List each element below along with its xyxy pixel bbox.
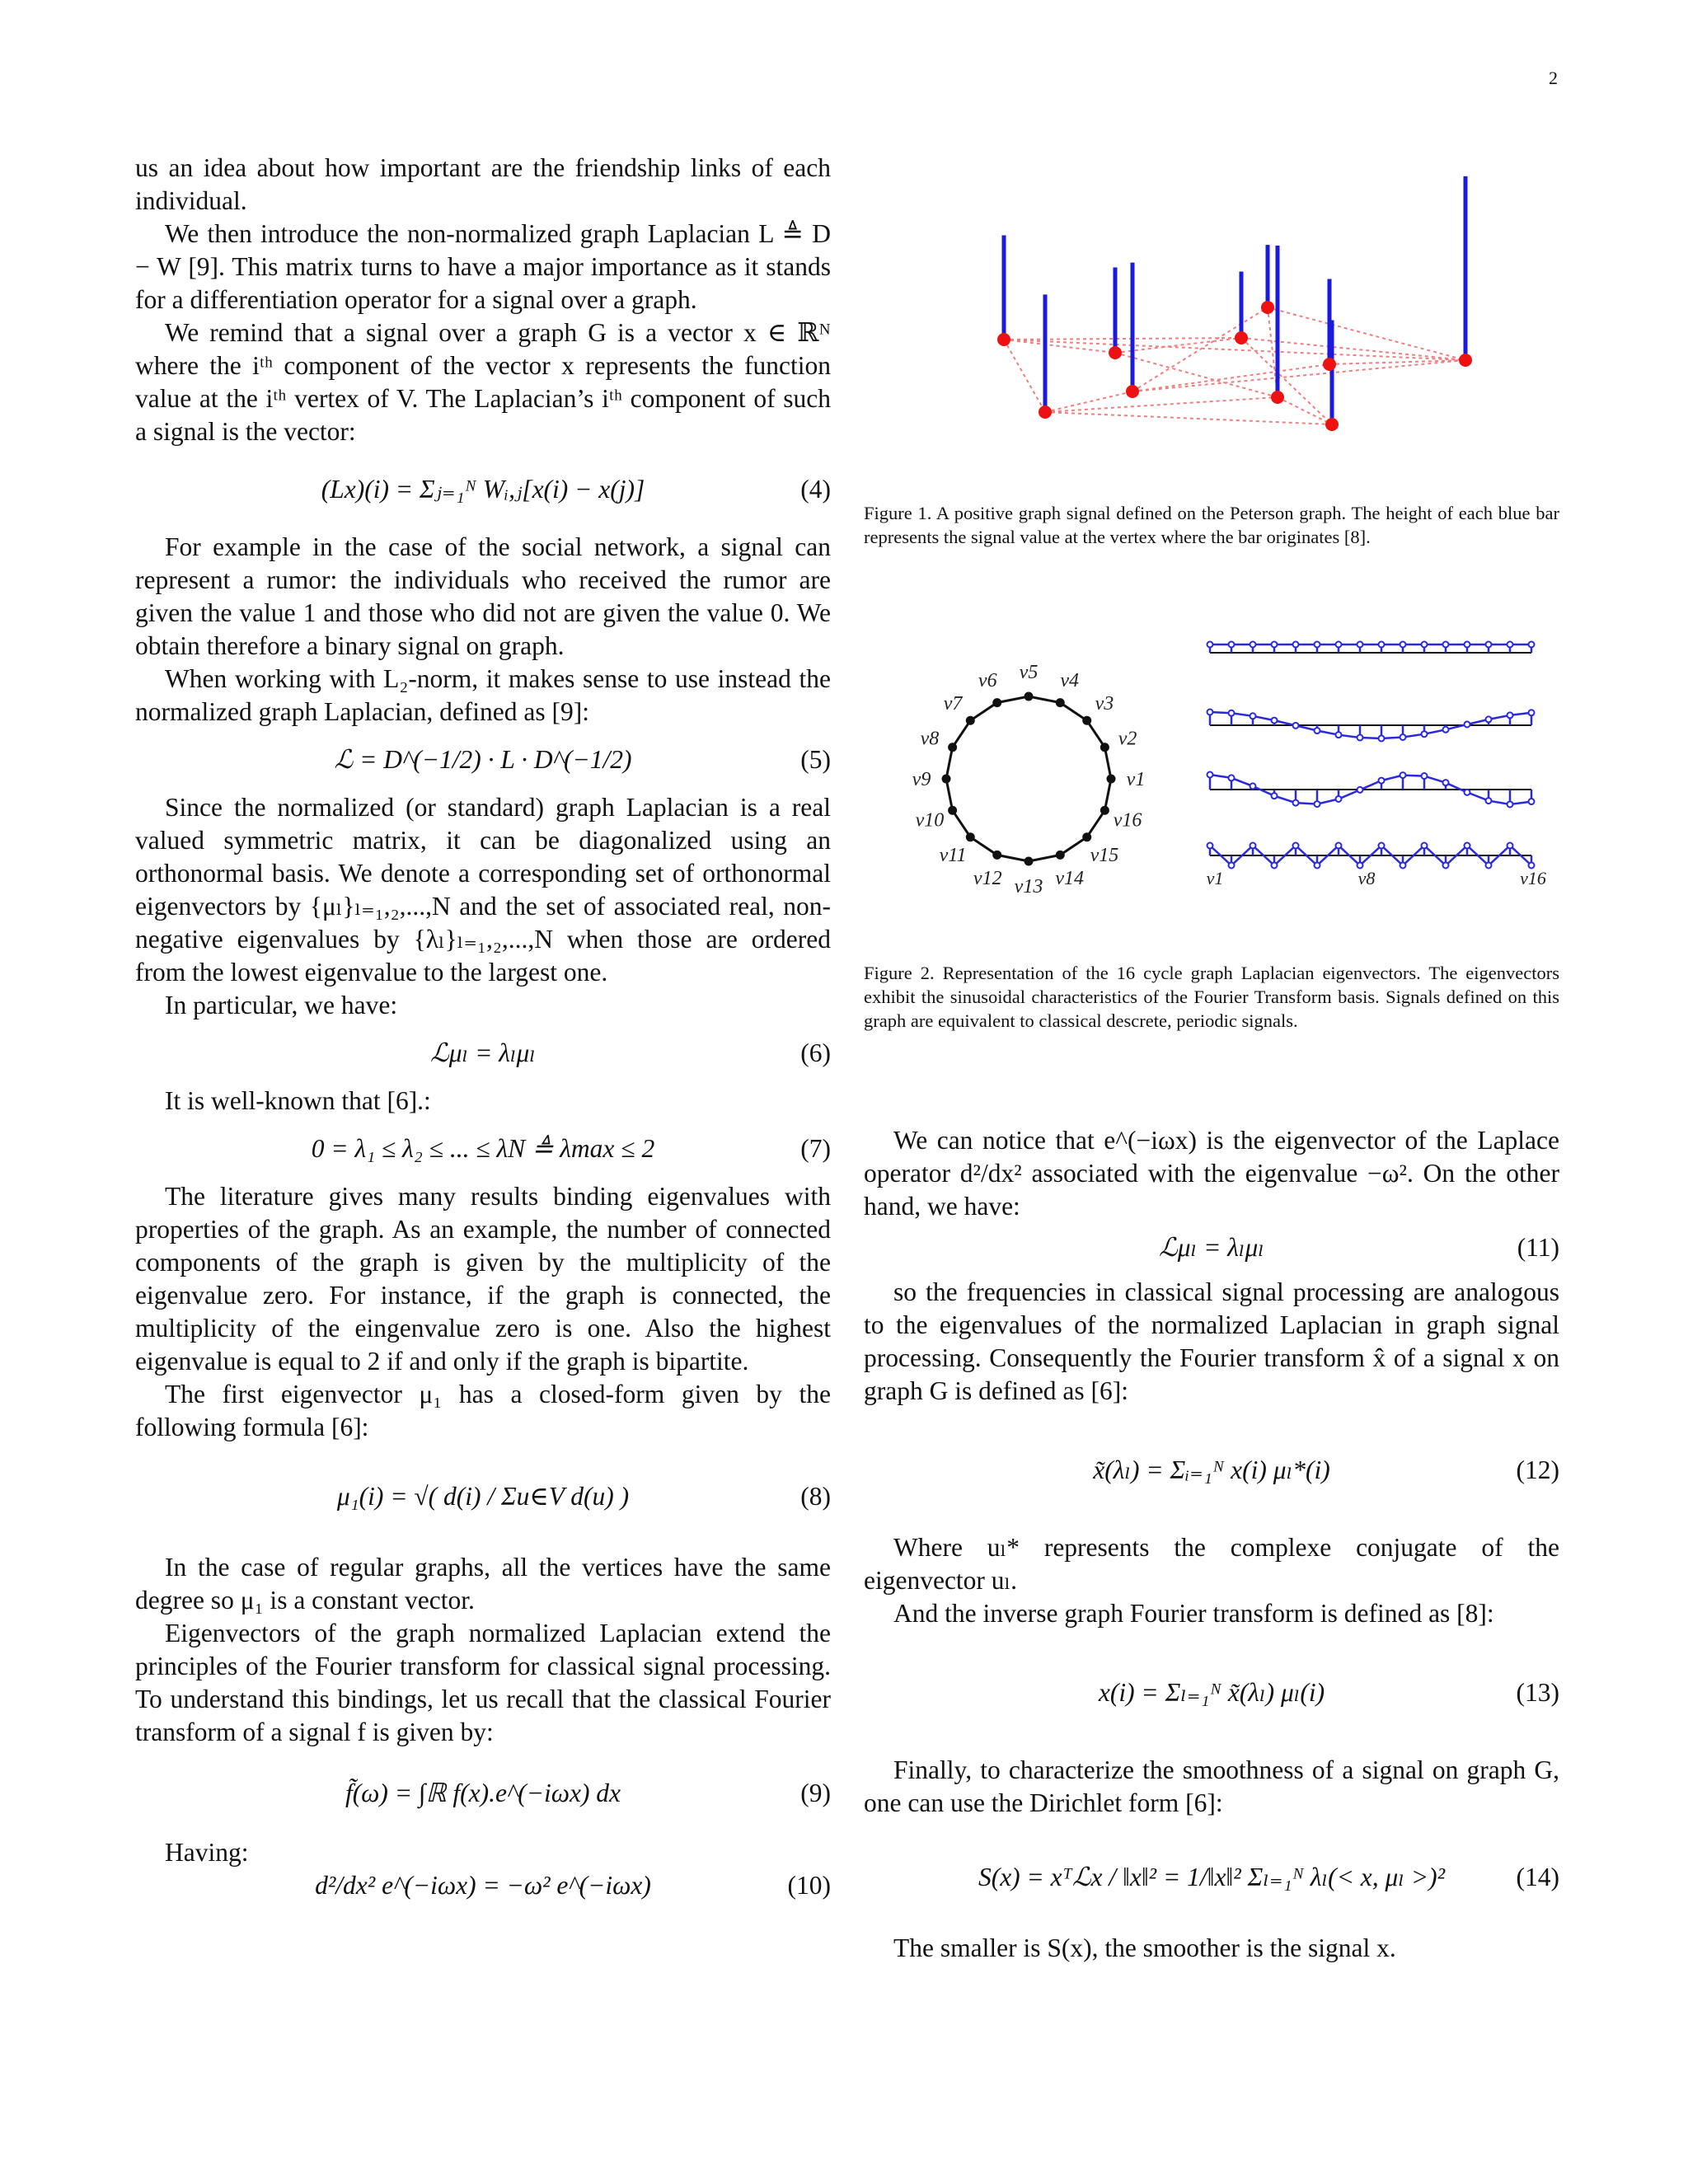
cycle-vertex [948,743,957,752]
paragraph: The literature gives many results binding eigenvalues with properties of the graph. As an example, the number of connected components of the graph is given by the multiplicity of the eigenvalue zero. For instance, if the graph is connected, the multiplicity of the eingenvalue zero is one. Also the highest eigenvalue is equal to 2 if and only if the graph is bipartite. [135,1182,831,1376]
eigenvector-marker [1507,801,1513,807]
eigenvector-marker [1443,863,1449,869]
equation-body: ℒμₗ = λₗμₗ [1159,1233,1264,1262]
cycle-vertex [1082,832,1091,841]
graph-vertices [997,301,1472,431]
vertex-label: v9 [912,769,931,790]
eigenvector-marker [1443,727,1449,733]
graph-edge [1278,397,1332,424]
graph-edge [1132,364,1329,391]
eigenvector-marker [1529,642,1535,648]
cycle-vertex [992,851,1001,860]
eigenvector-marker [1207,843,1213,849]
graph-edge [1004,340,1045,412]
eigenvector-marker [1443,642,1449,648]
eigenvector-marker [1507,712,1513,718]
eigenvector-marker [1422,731,1428,737]
eigenvector-marker [1272,642,1278,648]
eigenvector-marker [1336,796,1342,802]
graph-vertex [1459,354,1472,367]
figure-1-caption: Figure 1. A positive graph signal defined on the Peterson graph. The height of each blue bar represents the signal value at the vertex where the bar originates [8]. [864,503,1559,547]
equation-8 [135,1444,831,1551]
paragraph: Where uₗ* represents the complexe conjugate of the eigenvector uₗ. [864,1533,1559,1595]
cycle-vertex [1107,775,1116,784]
equation-body: (Lx)(i) = Σⱼ₌₁ᴺ Wᵢ,ⱼ[x(i) − x(j)] [321,475,645,504]
eigenvector-marker [1465,721,1470,727]
axis-label: v8 [1357,868,1376,888]
paragraph: In particular, we have: [165,991,398,1019]
eigenvector-axis-labels [1207,868,1546,888]
graph-edge [1329,360,1465,364]
equation-number: (13) [1516,1678,1559,1707]
equation-number: (6) [800,1038,831,1067]
cycle-vertex [966,832,975,841]
paragraph: We then introduce the non-normalized graph Laplacian L ≜ D − W [9]. This matrix turns to have a major importance as it stands for a differentiation operator for a signal over a graph. [135,219,831,314]
paragraph: Finally, to characterize the smoothness of a signal on graph G, one can use the Dirichlet form [6]: [864,1755,1559,1817]
vertex-label: v7 [943,693,963,715]
paragraph: We remind that a signal over a graph G is a vector x ∈ ℝᴺ where the iᵗʰ component of the vector x represents the function value at the iᵗʰ vertex of V. The Laplacian’s iᵗʰ component of such a signal is the vector: [135,318,831,446]
vertex-label: v12 [973,868,1002,890]
vertex-label: v11 [939,844,967,866]
graph-edge [1132,360,1465,391]
graph-edge [1132,307,1268,391]
eigenvector-marker [1315,801,1320,807]
equation-6 [135,1022,831,1085]
graph-edge [1045,391,1132,412]
eigenvector-marker [1422,773,1428,779]
graph-edge [1241,338,1465,360]
eigenvector-marker [1400,772,1406,778]
graph-vertex [1235,331,1248,344]
eigenvector-marker [1229,775,1235,780]
equation-body: 0 = λ₁ ≤ λ₂ ≤ ... ≤ λN ≜ λmax ≤ 2 [311,1134,655,1163]
eigenvector-marker [1293,723,1299,729]
vertex-label: v10 [915,809,945,832]
eigenvector-marker [1293,843,1299,849]
paragraph: so the frequencies in classical signal processing are analogous to the eigenvalues of the normalized Laplacian in graph signal processing. Consequently the Fourier transform x̂ of a signal x on graph G is defined as [6]: [864,1277,1559,1405]
equation-number: (9) [800,1779,831,1807]
equation-13 [864,1630,1559,1754]
equation-number: (10) [787,1871,831,1900]
vertex-label: v16 [1113,809,1142,832]
eigenvector-marker [1336,642,1342,648]
graph-vertex [1261,301,1274,314]
vertex-label: v3 [1095,693,1114,715]
equation-12 [864,1408,1559,1531]
axis-label: v1 [1206,868,1224,888]
eigenvector-marker [1293,800,1299,806]
page-number: 2 [1549,68,1558,88]
equation-number: (4) [800,475,831,504]
eigenvector-marker [1229,710,1235,716]
vertex-label: v13 [1014,876,1043,898]
eigenvector-marker [1507,642,1513,648]
graph-vertex [1271,391,1284,404]
graph-edge [1004,338,1241,340]
paragraph: us an idea about how important are the friendship links of each individual. [135,153,831,215]
eigenvector-marker [1272,718,1278,724]
paragraph: We can notice that e^(−iωx) is the eigenvector of the Laplace operator d²/dx² associated with the eigenvalue −ω². On the other hand, we have: [864,1126,1559,1221]
eigenvector-marker [1465,642,1470,648]
equation-body: x̃(λₗ) = Σᵢ₌₁ᴺ x(i) μₗ*(i) [1093,1455,1330,1484]
graph-vertex [1323,358,1336,371]
eigenvector-marker [1272,793,1278,799]
cycle-graph [939,692,1116,866]
graph-edge [1004,340,1465,360]
eigenvector-marker [1529,710,1535,715]
figure-2-cycle-graph-eigenvectors [864,635,1559,931]
paragraph: The first eigenvector μ₁ has a closed-form given by the following formula [6]: [135,1380,831,1441]
paragraph: Eigenvectors of the graph normalized Laplacian extend the principles of the Fourier transform for classical signal processing. To understand this bindings, let us recall that the classical Fourier transform of a signal f is given by: [135,1619,831,1746]
figure-1-peterson-graph-signal [864,157,1559,470]
equation-body: f̃(ω) = ∫ℝ f(x).e^(−iωx) dx [345,1779,621,1807]
eigenvector-marker [1250,642,1256,648]
eigenvector-marker [1379,778,1385,784]
equation-body: S(x) = xᵀℒx / ‖x‖² = 1/‖x‖² Σₗ₌₁ᴺ λₗ(< x, μₗ >)² [978,1863,1446,1891]
eigenvector-marker [1529,799,1535,804]
graph-edges [1004,307,1465,424]
vertex-label: v8 [920,728,940,750]
eigenvector-marker [1315,863,1320,869]
cycle-vertex [966,716,975,725]
paragraph: In the case of regular graphs, all the vertices have the same degree so μ₁ is a constant vector. [135,1553,831,1615]
eigenvector-marker [1336,732,1342,738]
equation-9 [135,1749,831,1836]
graph-vertex [1325,418,1339,431]
eigenvector-marker [1250,713,1256,719]
vertex-label: v1 [1126,769,1146,790]
equation-14 [864,1820,1559,1932]
graph-edge [1268,307,1465,360]
eigenvector-marker [1465,843,1470,849]
eigenvector-marker [1250,783,1256,789]
eigenvector-marker [1315,642,1320,648]
equation-body: ℒ = D^(−1/2) · L · D^(−1/2) [334,745,632,774]
equation-number: (8) [800,1482,831,1511]
paragraph: And the inverse graph Fourier transform is defined as [8]: [893,1599,1494,1628]
graph-vertex [1109,346,1122,359]
cycle-vertex [1056,698,1065,707]
eigenvector-marker [1486,642,1492,648]
eigenvector-marker [1207,710,1213,715]
figure-2-caption: Figure 2. Representation of the 16 cycle graph Laplacian eigenvectors. The eigenvectors exhibit the sinusoidal characteristics of the Fourier Transform basis. Signals defined on this graph are equivalent to classical descrete, periodic signals. [864,963,1559,1031]
signal-bars [1004,176,1465,424]
left-column [135,152,831,1919]
graph-vertex [1126,385,1139,398]
eigenvector-marker [1422,642,1428,648]
equation-number: (14) [1516,1863,1559,1891]
eigenvector-marker [1400,642,1406,648]
cycle-vertex [948,806,957,815]
cycle-vertex [1082,716,1091,725]
eigenvector-marker [1229,642,1235,648]
paragraph: When working with L₂-norm, it makes sense to use instead the normalized graph Laplacian, defined as [9]: [135,664,831,726]
eigenvector-marker [1379,843,1385,849]
eigenvector-marker [1229,863,1235,869]
equation-11 [864,1223,1559,1276]
equation-4 [135,448,831,531]
paragraph: It is well-known that [6].: [165,1086,431,1115]
eigenvector-marker [1443,780,1449,785]
equation-body: ℒμₗ = λₗμₗ [430,1038,536,1067]
eigenvector-marker [1293,642,1299,648]
eigenvector-marker [1507,843,1513,849]
cycle-vertex [942,775,951,784]
eigenvector-plots [1207,642,1535,869]
eigenvector-marker [1315,728,1320,733]
graph-edge [1045,412,1332,424]
eigenvector-marker [1400,863,1406,869]
equation-10 [135,1869,831,1919]
eigenvector-marker [1422,843,1428,849]
equation-body: x(i) = Σₗ₌₁ᴺ x̃(λₗ) μₗ(i) [1098,1678,1325,1707]
paragraph: Since the normalized (or standard) graph Laplacian is a real valued symmetric matrix, it can be diagonalized using an orthonormal basis. We denote a corresponding set of orthonormal eigenvectors by {μₗ}ₗ₌₁,₂,...,N and the set of associated real, non-negative eigenvalues by {λₗ}ₗ₌₁,₂,...,N when those are ordered from the lowest eigenvalue to the largest one. [135,793,831,987]
vertex-label: v6 [978,669,997,691]
equation-body: d²/dx² e^(−iωx) = −ω² e^(−iωx) [315,1871,651,1900]
cycle-vertex [1056,851,1065,860]
vertex-label: v15 [1090,844,1119,866]
eigenvector-marker [1357,787,1363,793]
eigenvector-marker [1357,642,1363,648]
vertex-label: v2 [1118,728,1137,750]
cycle-vertex [1025,857,1034,866]
vertex-label: v5 [1019,662,1039,683]
equation-number: (11) [1517,1233,1559,1262]
eigenvector-marker [1379,642,1385,648]
eigenvector-marker [1357,734,1363,740]
cycle-vertex [992,698,1001,707]
equation-number: (7) [800,1134,831,1163]
equation-body: μ₁(i) = √( d(i) / Σu∈V d(u) ) [336,1482,630,1511]
equation-number: (5) [800,745,831,774]
eigenvector-marker [1272,863,1278,869]
vertex-label: v4 [1060,669,1080,691]
eigenvector-marker [1465,790,1470,795]
eigenvector-marker [1379,735,1385,741]
cycle-vertex [1025,692,1034,701]
equation-7 [135,1118,831,1180]
graph-vertex [1039,405,1052,419]
right-column [864,1124,1559,1965]
equation-5 [135,729,831,791]
axis-label: v16 [1520,868,1546,888]
eigenvector-marker [1400,734,1406,740]
eigenvector-marker [1250,843,1256,849]
eigenvector-marker [1207,772,1213,778]
paragraph: The smaller is S(x), the smoother is the signal x. [893,1933,1396,1962]
eigenvector-marker [1486,863,1492,869]
paragraph: Having: [165,1838,249,1867]
graph-vertex [997,333,1010,346]
vertex-label: v14 [1055,868,1085,890]
eigenvector-marker [1207,642,1213,648]
cycle-vertex [1100,806,1109,815]
eigenvector-marker [1336,843,1342,849]
equation-number: (12) [1516,1455,1559,1484]
cycle-vertex [1100,743,1109,752]
eigenvector-marker [1486,798,1492,804]
eigenvector-marker [1486,716,1492,722]
paragraph: For example in the case of the social network, a signal can represent a rumor: the individuals who received the rumor are given the value 1 and those who did not are given the value 0. We obtain therefore a binary signal on graph. [135,532,831,660]
